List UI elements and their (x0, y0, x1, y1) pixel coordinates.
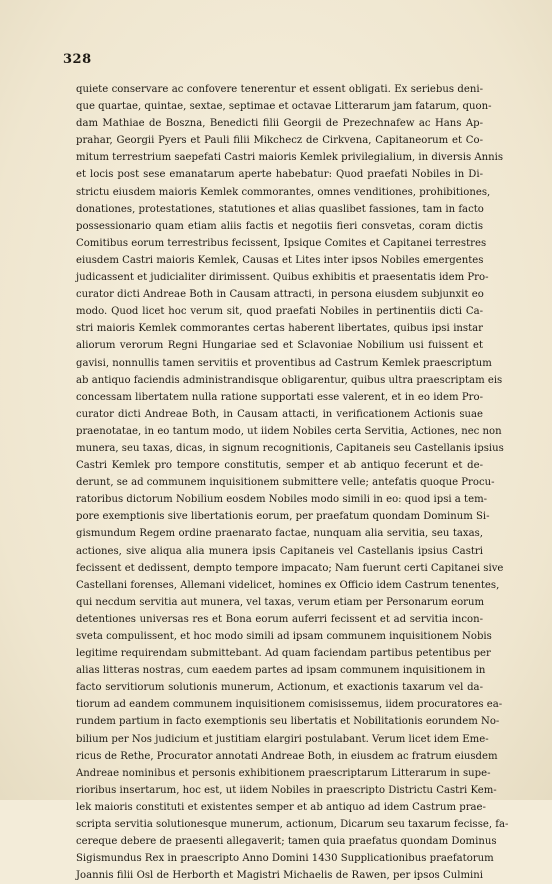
text-line: prahar, Georgii Pyers et Pauli filii Mikchecz de Cirkvena, Capitaneorum et Co- (76, 135, 483, 147)
page-number: 328 (63, 52, 92, 67)
text-line: Castellani forenses, Allemani videlicet, homines ex Officio idem Castrum tenentes, (76, 579, 500, 591)
text-line: judicassent et judicialiter dirimissent. Quibus exhibitis et praesentatis idem Pro- (76, 272, 489, 284)
text-line: tiorum ad eandem communem inquisitionem comisissemus, iidem procuratores ea- (76, 699, 503, 711)
text-line: rioribus insertarum, hoc est, ut iidem Nobiles in praescripto Districtu Castri Kem- (76, 784, 497, 796)
text-line: praenotatae, in eo tantum modo, ut iidem Nobiles certa Servitia, Actiones, nec non (76, 425, 502, 437)
text-line: et locis post sese emanatarum aperte habebatur: Quod praefati Nobiles in Di- (76, 169, 483, 181)
text-line: qui necdum servitia aut munera, vel taxas, verum etiam per Personarum eorum (76, 596, 485, 608)
text-line: curator dicti Andreae Both in Causam attracti, in persona eiusdem subjunxit eo (76, 289, 484, 301)
text-line: actiones, sive aliqua alia munera ipsis Capitaneis vel Castellanis ipsius Castri (76, 545, 483, 557)
text-line: rundem partium in facto exemptionis seu libertatis et Nobilitationis eorundem No- (76, 716, 500, 728)
text-line: Joannis filii Osl de Herborth et Magistri Michaelis de Rawen, per ipsos Culmini (76, 870, 483, 882)
text-line: strictu eiusdem maioris Kemlek commorantes, omnes venditiones, prohibitiones, (76, 186, 491, 198)
text-line: dam Mathiae de Boszna, Benedicti filii Georgii de Prezechnafew ac Hans Ap- (76, 118, 483, 130)
text-line: concessam libertatem nulla ratione supportati esse valerent, et in eo idem Pro- (76, 391, 483, 403)
text-line: scripta servitia solutionesque munerum, actionum, Dicarum seu taxarum fecisse, fa- (76, 819, 509, 831)
text-line: facto servitiorum solutionis munerum, Actionum, et exactionis taxarum vel da- (76, 682, 483, 694)
text-line: eiusdem Castri maioris Kemlek, Causas et Lites inter ipsos Nobiles emergentes (76, 254, 484, 266)
text-line: possessionario quam etiam aliis factis et negotiis fieri consvetas, coram dictis (76, 220, 483, 232)
text-line: Sigismundus Rex in praescripto Anno Domini 1430 Supplicationibus praefatorum (76, 853, 494, 865)
text-line: ratoribus dictorum Nobilium eosdem Nobiles modo simili in eo: quod ipsi a tem- (76, 494, 488, 506)
text-line: legitime requirendam submittebant. Ad quam faciendam partibus petentibus per (76, 648, 491, 660)
text-line: derunt, se ad communem inquisitionem submittere velle; antefatis quoque Procu- (76, 477, 495, 489)
text-line: quiete conservare ac confovere tenerentur et essent obligati. Ex seriebus deni- (76, 84, 483, 95)
text-line: modo. Quod licet hoc verum sit, quod praefati Nobiles in pertinentiis dicti Ca- (76, 306, 483, 318)
text-line: sveta compulissent, et hoc modo simili ad ipsam communem inquisitionem Nobis (76, 631, 492, 642)
text-line: detentiones universas res et Bona eorum auferri fecissent et ad servitia incon- (76, 613, 483, 625)
text-line: ricus de Rethe, Procurator annotati Andreae Both, in eiusdem ac fratrum eiusdem (76, 750, 498, 762)
text-line: bilium per Nos judicium et justitiam elargiri postulabant. Verum licet idem Eme- (76, 733, 489, 745)
text-line: mitum terrestrium saepefati Castri maioris Kemlek privilegialium, in diversis Annis (76, 152, 504, 164)
text-line: alias litteras nostras, cum eaedem partes ad ipsam communem inquisitionem in (76, 665, 486, 677)
text-line: lek maioris constituti et existentes semper et ab antiquo ad idem Castrum prae- (76, 801, 486, 813)
text-line: que quartae, quintae, sextae, septimae et octavae Litterarum jam fatarum, quon- (76, 101, 492, 113)
text-line: pore exemptionis sive libertationis eorum, per praefatum quondam Dominum Si- (76, 511, 490, 523)
text-line: Comitibus eorum terrestribus fecissent, Ipsique Comites et Capitanei terrestres (76, 237, 487, 249)
text-line: gismundum Regem ordine praenarato factae, nunquam alia servitia, seu taxas, (76, 528, 483, 540)
text-line: gavisi, nonnullis tamen servitiis et proventibus ad Castrum Kemlek praescriptum (76, 357, 492, 369)
body-text (76, 81, 509, 884)
text-line: Andreae nominibus et personis exhibitionem praescriptarum Litterarum in supe- (76, 767, 491, 779)
text-line: Castri Kemlek pro tempore constitutis, semper et ab antiquo fecerunt et de- (76, 460, 483, 472)
text-line: curator dicti Andreae Both, in Causam attacti, in verificationem Actionis suae (76, 408, 483, 420)
text-line: fecissent et dedissent, dempto tempore impacato; Nam fuerunt certi Capitanei sive (76, 562, 504, 574)
text-line: cereque debere de praesenti allegaverit; tamen quia praefatus quondam Dominus (76, 836, 497, 848)
text-line: donationes, protestationes, statutiones et alias quaslibet fassiones, tam in facto (76, 203, 484, 215)
text-line: aliorum verorum Regni Hungariae sed et Sclavoniae Nobilium usi fuissent et (76, 340, 483, 352)
text-line: munera, seu taxas, dicas, in signum recognitionis, Capitaneis seu Castellanis ipsius (76, 442, 504, 454)
text-line: stri maioris Kemlek commorantes certas haberent libertates, quibus ipsi instar (76, 323, 483, 335)
text-line: ab antiquo faciendis administrandisque obligarentur, quibus ultra praescriptam eis (76, 374, 503, 386)
